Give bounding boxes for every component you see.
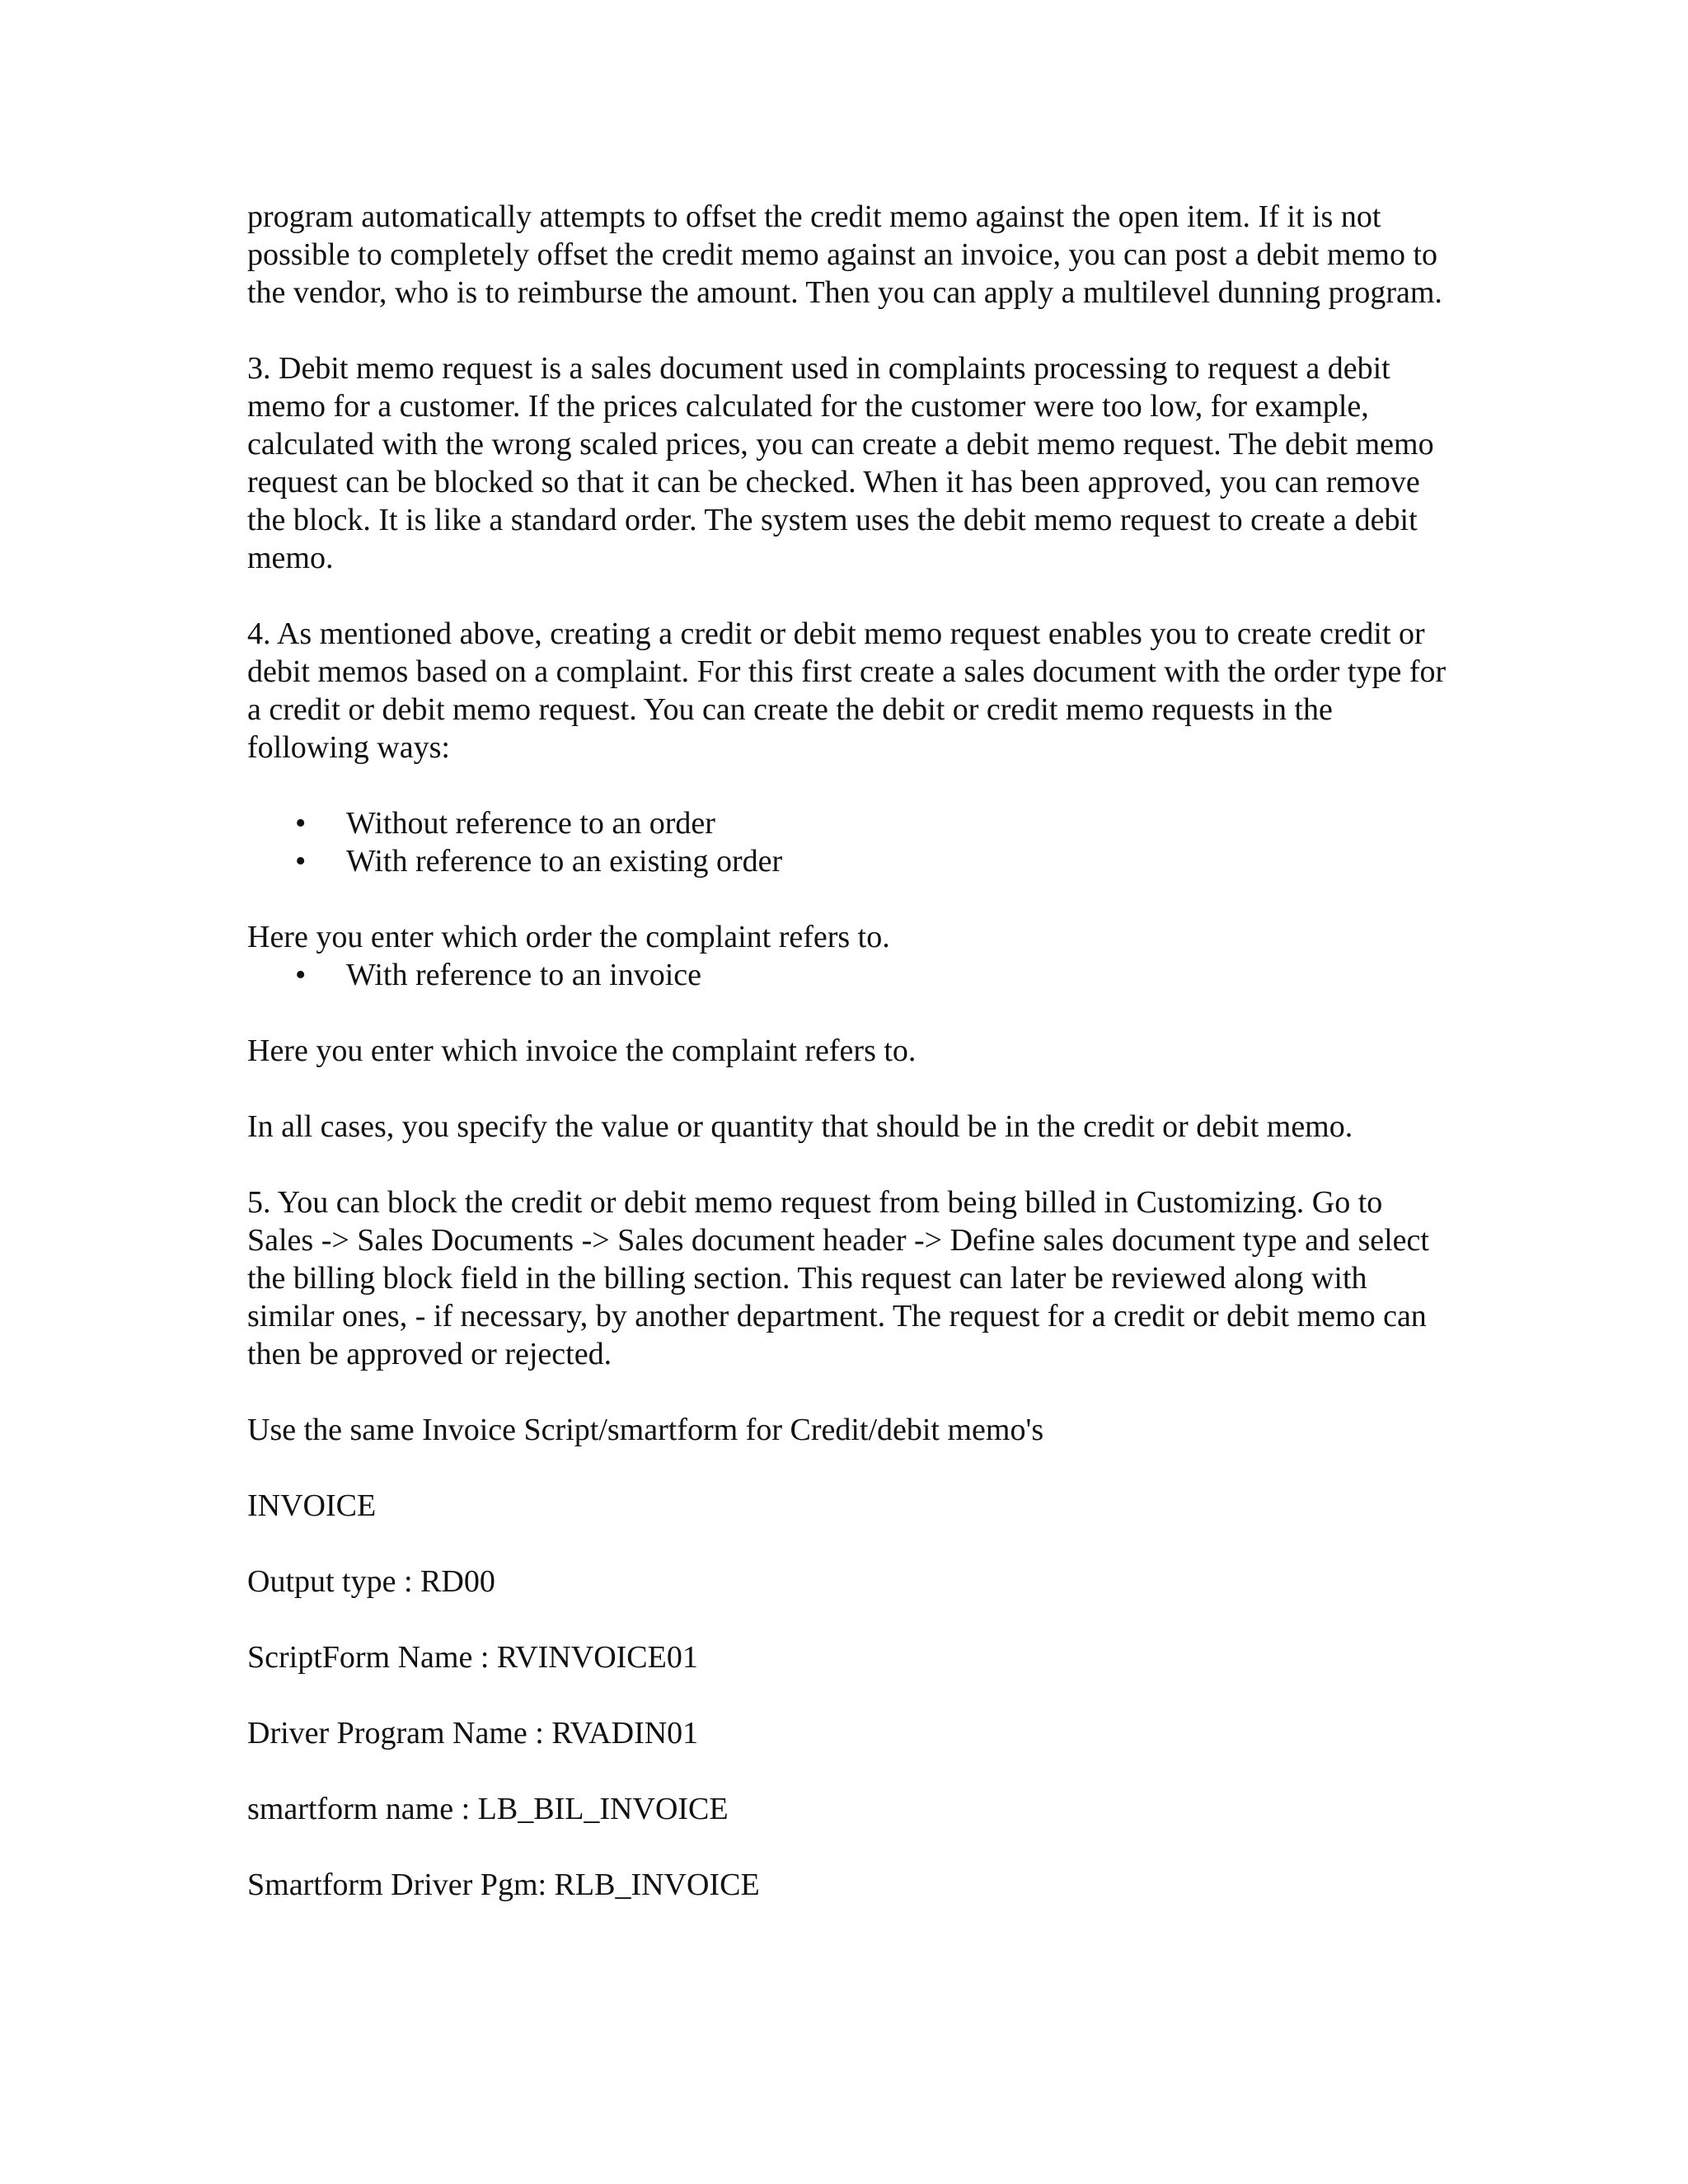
request-options-list (247, 804, 1451, 880)
output-type-line: Output type : RD00 (247, 1564, 495, 1599)
paragraph-same-invoice-script: Use the same Invoice Script/smartform for Credit/debit memo's (247, 1413, 1044, 1447)
smartform-name-line: smartform name : LB_BIL_INVOICE (247, 1792, 729, 1826)
smartform-driver-pgm-line: Smartform Driver Pgm: RLB_INVOICE (247, 1868, 760, 1902)
bullet-icon: • (295, 844, 307, 879)
bullet-icon: • (295, 958, 307, 992)
document-body (247, 198, 1451, 1942)
paragraph-order-reference-note: Here you enter which order the complaint refers to. (247, 920, 890, 954)
list-item-text: Without reference to an order (346, 806, 715, 841)
invoice-reference-list (247, 956, 1451, 994)
list-item (247, 842, 1451, 880)
paragraph-offset-credit-memo: program automatically attempts to offset the credit memo against the open item. If it is not possible to completely offset the credit memo against an invoice, you can post a debit memo to the vendor, who is to reimburse the amount. Then you can apply a multilevel dunning program. (247, 199, 1442, 310)
paragraph-debit-memo-request: 3. Debit memo request is a sales document used in complaints processing to request a debit memo for a customer. If the prices calculated for the customer were too low, for example, calculated with the wrong scaled prices, you can create a debit memo request. The debit memo request can be blocked so that it can be checked. When it has been approved, you can remove the block. It is like a standard order. The system uses the debit memo request to create a debit memo. (247, 351, 1434, 575)
heading-invoice: INVOICE (247, 1488, 377, 1523)
paragraph-value-quantity: In all cases, you specify the value or quantity that should be in the credit or debit memo. (247, 1109, 1353, 1144)
scriptform-name-line: ScriptForm Name : RVINVOICE01 (247, 1640, 698, 1675)
list-item (247, 956, 1451, 994)
list-item-text: With reference to an existing order (346, 844, 783, 879)
list-item (247, 804, 1451, 842)
paragraph-create-memo-requests: 4. As mentioned above, creating a credit or debit memo request enables you to create credit or debit memos based on a complaint. For this first create a sales document with the order type for a credit or debit memo request. You can create the debit or credit memo requests in the following ways: (247, 616, 1447, 765)
paragraph-invoice-reference-note: Here you enter which invoice the complaint refers to. (247, 1033, 917, 1068)
list-item-text: With reference to an invoice (346, 958, 702, 992)
bullet-icon: • (295, 806, 307, 841)
driver-program-name-line: Driver Program Name : RVADIN01 (247, 1716, 699, 1750)
paragraph-billing-block: 5. You can block the credit or debit memo request from being billed in Customizing. Go to Sales -> Sales Documents -> Sales document header -> Define sales document type and select the billing block field in the billing section. This request can later be reviewed along with similar ones, - if necessary, by another department. The request for a credit or debit memo can then be approved or rejected. (247, 1185, 1429, 1371)
